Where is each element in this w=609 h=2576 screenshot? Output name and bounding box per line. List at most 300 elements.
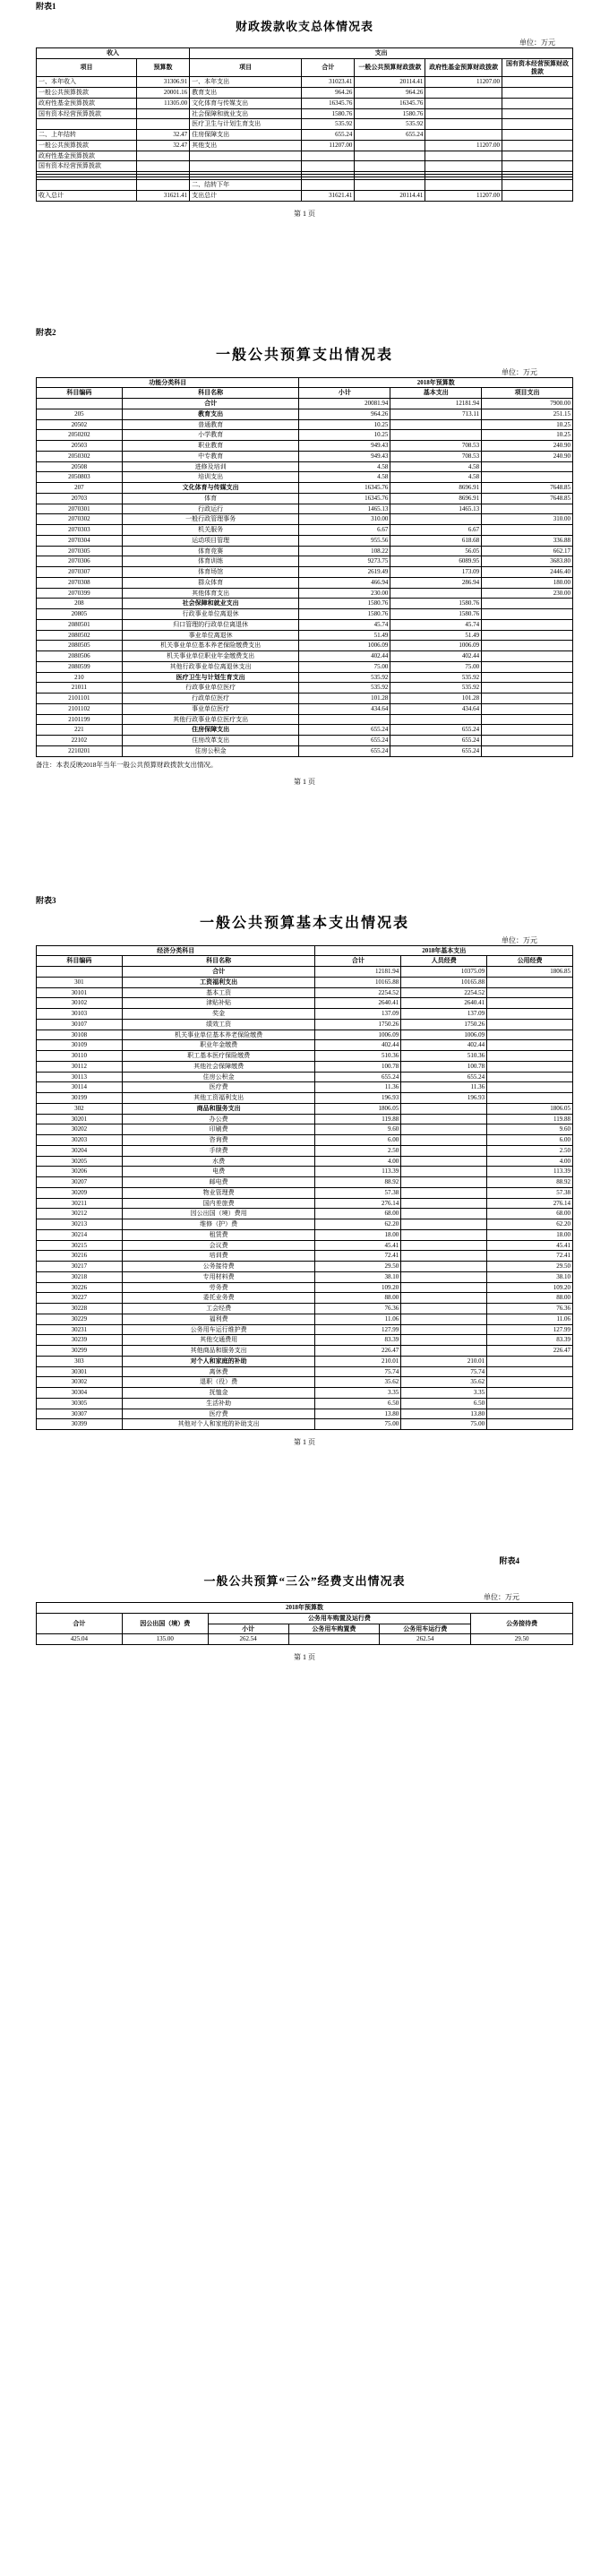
table-cell: 75.74 (315, 1366, 401, 1377)
table-cell: 949.43 (299, 451, 390, 461)
table-cell: 30206 (37, 1167, 123, 1177)
table-cell: 因公出国（境）费用 (122, 1209, 315, 1219)
table-cell: 30228 (37, 1304, 123, 1314)
table-cell: 2619.49 (299, 567, 390, 578)
table-cell: 一般行政管理事务 (122, 514, 299, 525)
table-cell (487, 1409, 573, 1419)
table-cell: 20081.94 (299, 399, 390, 409)
table-cell (487, 1009, 573, 1020)
table-cell (502, 130, 572, 141)
table-cell: 12181.94 (315, 967, 401, 978)
table-cell: 7648.85 (482, 483, 573, 494)
table-cell: 电费 (122, 1167, 315, 1177)
table-row (37, 1209, 573, 1219)
table-cell (487, 1072, 573, 1082)
table-cell: 教育支出 (190, 88, 302, 99)
table-cell: 655.24 (299, 725, 390, 736)
table-cell: 32.47 (136, 130, 189, 141)
table-cell: 535.92 (299, 672, 390, 683)
table-cell: 4.58 (299, 461, 390, 472)
table-cell: 30399 (37, 1419, 123, 1430)
table-row (37, 1156, 573, 1167)
table-row (37, 119, 573, 130)
table-cell: 31621.41 (302, 190, 355, 201)
table-cell: 20502 (37, 419, 123, 430)
table-cell: 津贴补贴 (122, 998, 315, 1009)
table-cell: 1580.76 (299, 599, 390, 609)
table-row (37, 483, 573, 494)
table-cell: 行政事业单位离退休 (122, 609, 299, 620)
table-cell: 11207.00 (425, 190, 502, 201)
table-cell: 75.74 (401, 1366, 487, 1377)
table-cell: 11207.00 (302, 140, 355, 151)
table-row (37, 1366, 573, 1377)
table-cell (482, 619, 573, 630)
page-number-1: 第 1 页 (294, 209, 315, 218)
col-vehicle-subtotal: 小计 (208, 1624, 288, 1634)
table-cell (482, 694, 573, 704)
table-cell: 535.92 (302, 119, 355, 130)
table-cell (390, 430, 482, 441)
col-name-3: 科目名称 (122, 956, 315, 967)
col-item-income: 项目 (37, 58, 137, 77)
table-cell: 医疗费 (122, 1409, 315, 1419)
table-row (37, 1082, 573, 1093)
table-cell (401, 1304, 487, 1314)
table-cell (487, 1051, 573, 1062)
table-cell: 101.28 (299, 694, 390, 704)
table-cell: 210.01 (315, 1356, 401, 1366)
table-cell: 1006.09 (390, 641, 482, 651)
table-cell (502, 140, 572, 151)
table-cell: 10.25 (299, 419, 390, 430)
col-total-4: 合计 (37, 1613, 123, 1634)
table-row (37, 977, 573, 987)
table-cell (425, 98, 502, 108)
table-cell: 2080506 (37, 651, 123, 662)
table-cell (487, 987, 573, 998)
table-cell: 21011 (37, 683, 123, 694)
table-cell: 体育训练 (122, 556, 299, 567)
table-cell: 其他行政事业单位离退休支出 (122, 661, 299, 672)
table-cell (502, 88, 572, 99)
table-row (37, 998, 573, 1009)
table-cell: 1580.76 (299, 609, 390, 620)
table-cell (401, 1271, 487, 1282)
table-row (37, 161, 573, 172)
col-total-3: 合计 (315, 956, 401, 967)
table-cell: 221 (37, 725, 123, 736)
table-cell: 30202 (37, 1124, 123, 1135)
table-cell: 4.00 (315, 1156, 401, 1167)
page-1 (0, 0, 609, 219)
table-cell: 72.41 (315, 1251, 401, 1262)
table-cell: 45.41 (315, 1240, 401, 1251)
table-row (37, 1124, 573, 1135)
table-cell: 173.09 (390, 567, 482, 578)
table-cell: 支出总计 (190, 190, 302, 201)
table-cell: 45.74 (299, 619, 390, 630)
table-cell (487, 977, 573, 987)
table-cell: 公务接待费 (122, 1262, 315, 1272)
table-cell: 文化体育与传媒支出 (122, 483, 299, 494)
table-cell: 30231 (37, 1324, 123, 1335)
table-cell: 2.50 (315, 1145, 401, 1156)
table-cell: 住房改革支出 (122, 736, 299, 746)
table-cell: 2446.40 (482, 567, 573, 578)
table-cell: 30239 (37, 1335, 123, 1346)
table-row (37, 714, 573, 725)
table-cell: 62.20 (487, 1219, 573, 1230)
table-cell: 655.24 (315, 1072, 401, 1082)
unit-label-2: 单位：万元 (502, 367, 537, 376)
table-cell (401, 1167, 487, 1177)
table-cell: 618.68 (390, 535, 482, 546)
page-2 (0, 326, 609, 787)
table-cell: 20805 (37, 609, 123, 620)
table-row (37, 1398, 573, 1409)
table-cell: 二、上年结转 (37, 130, 137, 141)
three-public-expense-table (36, 1602, 573, 1645)
table-cell: 56.05 (390, 546, 482, 556)
attachment-label-1: 附表1 (36, 2, 56, 11)
table-cell: 13.80 (315, 1409, 401, 1419)
table-row (37, 683, 573, 694)
table-cell (355, 161, 425, 172)
table-cell: 2640.41 (315, 998, 401, 1009)
table-cell: 运动项目管理 (122, 535, 299, 546)
table-cell (401, 1209, 487, 1219)
table-cell: 75.00 (390, 661, 482, 672)
table-cell: 2254.52 (401, 987, 487, 998)
table-cell: 88.92 (315, 1177, 401, 1188)
table-cell: 住房公积金 (122, 745, 299, 756)
table-cell: 一般公共预算拨款 (37, 88, 137, 99)
table-cell: 13.80 (401, 1409, 487, 1419)
table-cell (302, 161, 355, 172)
table-cell: 135.00 (122, 1634, 208, 1645)
page-title-3: 一般公共预算基本支出情况表 (199, 915, 409, 931)
table-cell: 286.94 (390, 577, 482, 588)
table-cell: 655.24 (390, 736, 482, 746)
table-cell: 行政运行 (122, 504, 299, 514)
table-row (37, 461, 573, 472)
table-cell: 其他支出 (190, 140, 302, 151)
table-cell (136, 161, 189, 172)
table-cell (355, 151, 425, 161)
table-cell: 机关事业单位职业年金缴费支出 (122, 651, 299, 662)
table-cell: 75.00 (315, 1419, 401, 1430)
table-cell: 6.00 (315, 1135, 401, 1146)
table-row (37, 1103, 573, 1114)
table-cell: 合计 (122, 967, 315, 978)
table-cell: 8696.91 (390, 493, 482, 504)
table-cell (136, 151, 189, 161)
table-cell: 专用材料费 (122, 1271, 315, 1282)
table-cell: 行政事业单位医疗 (122, 683, 299, 694)
table-row (37, 1409, 573, 1419)
table-cell: 2070303 (37, 525, 123, 536)
table-cell: 4.58 (299, 472, 390, 483)
table-cell: 群众体育 (122, 577, 299, 588)
table-cell (401, 1177, 487, 1188)
table-cell: 10.25 (299, 430, 390, 441)
table-row (37, 130, 573, 141)
table-cell (425, 161, 502, 172)
table-cell (502, 108, 572, 119)
table-cell: 委托业务费 (122, 1293, 315, 1304)
table-cell: 机关事业单位基本养老保险缴费 (122, 1030, 315, 1040)
table-cell: 普通教育 (122, 419, 299, 430)
table-cell: 2640.41 (401, 998, 487, 1009)
col-vehicle-running: 公务用车运行费 (380, 1624, 471, 1634)
table-cell: 2050803 (37, 472, 123, 483)
table-row (37, 1356, 573, 1366)
table-cell: 2080501 (37, 619, 123, 630)
table-cell: 655.24 (355, 130, 425, 141)
table-cell: 2070308 (37, 577, 123, 588)
table-cell: 基本工资 (122, 987, 315, 998)
table-cell (502, 190, 572, 201)
table-cell: 16345.76 (355, 98, 425, 108)
table-cell: 30299 (37, 1346, 123, 1357)
table-row (37, 77, 573, 88)
table-cell: 1465.13 (299, 504, 390, 514)
col-public: 公用经费 (487, 956, 573, 967)
table-cell: 425.04 (37, 1634, 123, 1645)
table-cell: 276.14 (315, 1198, 401, 1209)
table-cell (401, 1314, 487, 1324)
table-cell: 其他社会保障缴费 (122, 1061, 315, 1072)
table-cell (401, 1219, 487, 1230)
table-cell (487, 998, 573, 1009)
general-public-budget-expense-table (36, 377, 573, 757)
col-hospitality: 公务接待费 (471, 1613, 573, 1634)
table-cell: 31306.91 (136, 77, 189, 88)
table-row (37, 451, 573, 461)
year-basic-header: 2018年基本支出 (315, 945, 573, 956)
table-cell: 离休费 (122, 1366, 315, 1377)
table-cell: 退职（役）费 (122, 1377, 315, 1388)
table-cell: 10165.88 (315, 977, 401, 987)
table-cell: 655.24 (302, 130, 355, 141)
table-row (37, 1324, 573, 1335)
table-cell (482, 630, 573, 641)
table-cell: 2070301 (37, 504, 123, 514)
table-cell: 8696.91 (390, 483, 482, 494)
table-cell: 964.26 (299, 409, 390, 419)
table-cell (502, 161, 572, 172)
attachment-label-4: 附表4 (499, 1556, 519, 1565)
attachment-label-2: 附表2 (36, 327, 56, 337)
table-cell: 655.24 (390, 725, 482, 736)
table-row (37, 1061, 573, 1072)
table-cell (302, 151, 355, 161)
table-cell (487, 1377, 573, 1388)
table-cell: 30110 (37, 1051, 123, 1062)
table-cell: 230.00 (482, 588, 573, 599)
table-cell: 208 (37, 599, 123, 609)
financial-allocation-table (36, 47, 573, 202)
table-cell: 303 (37, 1356, 123, 1366)
table-cell: 30109 (37, 1040, 123, 1051)
table-cell: 政府性基金预算拨款 (37, 98, 137, 108)
table-cell: 2070399 (37, 588, 123, 599)
table-cell: 6.50 (315, 1398, 401, 1409)
table-row (37, 745, 573, 756)
table-cell (401, 1145, 487, 1156)
table-cell: 7900.00 (482, 399, 573, 409)
table-cell (482, 504, 573, 514)
table-cell (487, 1398, 573, 1409)
table-row (37, 1187, 573, 1198)
table-cell (390, 588, 482, 599)
table-cell (136, 119, 189, 130)
table-cell: 二、结转下年 (190, 180, 302, 191)
table-cell: 6.50 (401, 1398, 487, 1409)
table-cell: 政府性基金预算拨款 (37, 151, 137, 161)
table-row (37, 577, 573, 588)
table-row (37, 1114, 573, 1124)
table-cell: 655.24 (299, 745, 390, 756)
table-row (37, 180, 573, 191)
table-row (37, 441, 573, 452)
table-cell: 510.36 (315, 1051, 401, 1062)
table-cell (190, 151, 302, 161)
table-cell (425, 130, 502, 141)
table-cell: 210.01 (401, 1356, 487, 1366)
table-cell: 336.88 (482, 535, 573, 546)
table-cell: 30112 (37, 1061, 123, 1072)
table-row (37, 1135, 573, 1146)
table-cell: 其他工资福利支出 (122, 1093, 315, 1104)
table-cell: 535.92 (299, 683, 390, 694)
table-cell: 30107 (37, 1019, 123, 1030)
col-vehicle-purchase: 公务用车购置费 (288, 1624, 380, 1634)
table-cell: 公务用车运行维护费 (122, 1324, 315, 1335)
page-4 (0, 1555, 609, 1662)
table-cell (425, 151, 502, 161)
table-cell: 水费 (122, 1156, 315, 1167)
table-cell: 72.41 (487, 1251, 573, 1262)
table-cell: 57.38 (487, 1187, 573, 1198)
table-cell (482, 525, 573, 536)
table-cell: 体育场馆 (122, 567, 299, 578)
table-cell: 1006.09 (299, 641, 390, 651)
table-cell: 9.60 (315, 1124, 401, 1135)
table-cell (425, 180, 502, 191)
table-cell: 51.49 (390, 630, 482, 641)
table-cell: 国内差旅费 (122, 1198, 315, 1209)
table-cell: 955.56 (299, 535, 390, 546)
table-cell: 1806.85 (487, 967, 573, 978)
col-code: 科目编码 (37, 388, 123, 399)
table-cell: 4.00 (487, 1156, 573, 1167)
table-cell: 76.36 (315, 1304, 401, 1314)
table-cell: 印刷费 (122, 1124, 315, 1135)
table-row (37, 430, 573, 441)
table-cell: 109.20 (315, 1282, 401, 1293)
table-cell (299, 714, 390, 725)
table-cell: 其他商品和服务支出 (122, 1346, 315, 1357)
table-cell: 其他交通费用 (122, 1335, 315, 1346)
table-cell: 20503 (37, 441, 123, 452)
table-cell: 535.92 (390, 683, 482, 694)
table-cell: 30304 (37, 1388, 123, 1399)
table-row (37, 546, 573, 556)
table-cell: 工会经费 (122, 1304, 315, 1314)
table-cell: 88.00 (315, 1293, 401, 1304)
table-cell: 1006.09 (401, 1030, 487, 1040)
table-row (37, 409, 573, 419)
table-cell: 45.41 (487, 1240, 573, 1251)
table-cell: 180.00 (482, 577, 573, 588)
table-cell (482, 745, 573, 756)
table-cell: 2070302 (37, 514, 123, 525)
table-row (37, 967, 573, 978)
table-cell (502, 77, 572, 88)
table-cell (487, 1019, 573, 1030)
col-name: 科目名称 (122, 388, 299, 399)
col-total: 合计 (302, 58, 355, 77)
page-title-2: 一般公共预算支出情况表 (215, 347, 393, 363)
table-cell: 119.88 (487, 1114, 573, 1124)
table-cell: 住房保障支出 (190, 130, 302, 141)
table-cell: 3.35 (315, 1388, 401, 1399)
table-cell (401, 1103, 487, 1114)
table-row (37, 1219, 573, 1230)
table-cell: 2101199 (37, 714, 123, 725)
table-cell: 2050202 (37, 430, 123, 441)
table-cell: 2080502 (37, 630, 123, 641)
expense-header: 支出 (190, 48, 573, 59)
table-row (37, 1030, 573, 1040)
unit-label-4: 单位：万元 (484, 1593, 519, 1601)
table-cell (487, 1388, 573, 1399)
table-cell: 国有资本经营预算拨款 (37, 108, 137, 119)
table-row (37, 1388, 573, 1399)
table-cell: 办公费 (122, 1114, 315, 1124)
table-cell: 2080505 (37, 641, 123, 651)
table-cell: 2210201 (37, 745, 123, 756)
table-cell: 11207.00 (425, 77, 502, 88)
table-cell: 30214 (37, 1229, 123, 1240)
table-row (37, 1304, 573, 1314)
table-cell: 物业管理费 (122, 1187, 315, 1198)
table-cell (482, 599, 573, 609)
table-row (37, 419, 573, 430)
table-cell (401, 1293, 487, 1304)
table-cell: 小学教育 (122, 430, 299, 441)
table-cell: 35.62 (315, 1377, 401, 1388)
table-row (37, 140, 573, 151)
table-cell: 职业教育 (122, 441, 299, 452)
table-cell: 62.20 (315, 1219, 401, 1230)
table-cell (425, 88, 502, 99)
table-cell (390, 514, 482, 525)
col-subtotal: 小计 (299, 388, 390, 399)
table-row (37, 1198, 573, 1209)
table-cell (487, 1030, 573, 1040)
table-cell (482, 472, 573, 483)
table-cell: 1465.13 (390, 504, 482, 514)
table-cell: 事业单位医疗 (122, 703, 299, 714)
table-cell (487, 1419, 573, 1430)
table-cell (482, 714, 573, 725)
table-row (37, 1040, 573, 1051)
table-cell: 会议费 (122, 1240, 315, 1251)
table-cell: 434.64 (299, 703, 390, 714)
